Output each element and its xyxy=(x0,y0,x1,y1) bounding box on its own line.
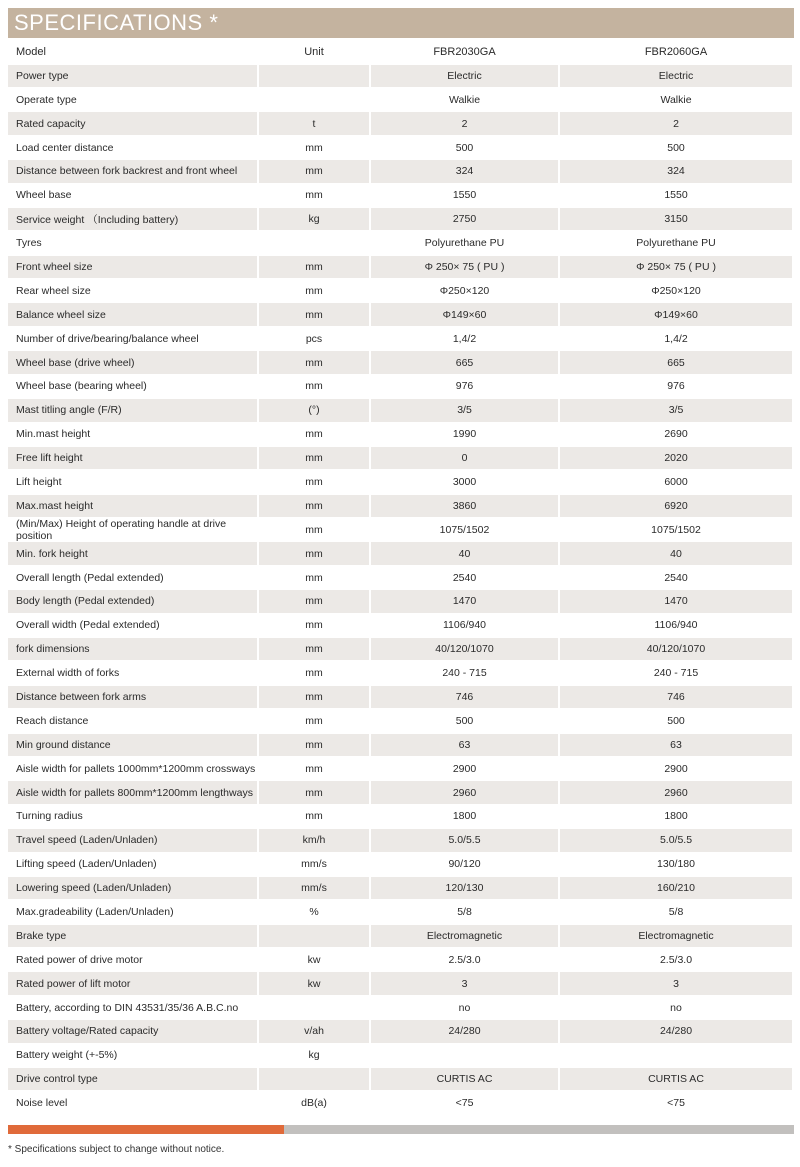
model-2-value: 324 xyxy=(560,160,792,183)
model-1-value: 1550 xyxy=(452,189,477,202)
param-cell: Min ground distance xyxy=(8,734,257,757)
param-cell: Rated power of lift motor xyxy=(8,972,257,995)
unit-cell: mm xyxy=(305,141,323,154)
unit-cell: mm xyxy=(259,590,369,613)
model-2-value: 6920 xyxy=(560,495,792,518)
table-row xyxy=(8,661,794,685)
table-row xyxy=(8,231,794,255)
table-row xyxy=(8,781,794,805)
model-2-value: 1106/940 xyxy=(654,619,698,632)
unit-cell xyxy=(259,925,369,948)
unit-cell: mm xyxy=(305,380,323,393)
model-1-value: 90/120 xyxy=(448,858,481,871)
table-row xyxy=(8,948,794,972)
unit-cell: (°) xyxy=(259,399,369,422)
table-row xyxy=(8,972,794,996)
table-row xyxy=(8,422,794,446)
unit-cell: mm xyxy=(259,781,369,804)
model-2-value: 130/180 xyxy=(657,858,695,871)
param-cell: Service weight （Including battery) xyxy=(8,208,257,231)
model-1-value: 2960 xyxy=(371,781,558,804)
param-cell: Overall length (Pedal extended) xyxy=(16,571,164,584)
table-row xyxy=(8,876,794,900)
unit-cell: mm xyxy=(305,189,323,202)
model-1-value: 500 xyxy=(455,141,474,154)
table-row xyxy=(8,1043,794,1067)
model-1-value: 3000 xyxy=(452,475,477,488)
param-cell: Lifting speed (Laden/Unladen) xyxy=(16,858,157,871)
unit-cell: kg xyxy=(259,208,369,231)
unit-cell: v/ah xyxy=(259,1020,369,1043)
unit-cell: mm xyxy=(305,619,323,632)
param-cell: Rear wheel size xyxy=(16,284,91,297)
header-model-1: FBR2030GA xyxy=(433,45,496,58)
table-row xyxy=(8,207,794,231)
model-1-value: 5.0/5.5 xyxy=(371,829,558,852)
model-2-value: Polyurethane PU xyxy=(636,237,716,250)
table-row xyxy=(8,542,794,566)
model-2-value: 24/280 xyxy=(560,1020,792,1043)
unit-cell: t xyxy=(259,112,369,135)
param-cell: Tyres xyxy=(16,237,42,250)
model-2-value: no xyxy=(670,1001,682,1014)
unit-cell: kw xyxy=(259,972,369,995)
model-2-value: Φ 250× 75 ( PU ) xyxy=(560,256,792,279)
param-cell: Reach distance xyxy=(16,714,89,727)
unit-cell: mm xyxy=(259,638,369,661)
model-2-value: Φ149×60 xyxy=(560,303,792,326)
model-1-value: 1470 xyxy=(371,590,558,613)
model-1-value: 1,4/2 xyxy=(452,332,477,345)
table-row xyxy=(8,494,794,518)
model-2-value: Walkie xyxy=(660,93,692,106)
footnote: * Specifications subject to change without notice. xyxy=(8,1144,225,1155)
unit-cell xyxy=(259,65,369,88)
param-cell: Power type xyxy=(8,65,257,88)
param-cell: Mast titling angle (F/R) xyxy=(8,399,257,422)
param-cell: Number of drive/bearing/balance wheel xyxy=(16,332,199,345)
model-2-value: 2020 xyxy=(560,447,792,470)
model-2-value: CURTIS AC xyxy=(560,1068,792,1091)
header-model-2: FBR2060GA xyxy=(644,45,708,58)
page-title: SPECIFICATIONS * xyxy=(8,8,794,38)
unit-cell: mm xyxy=(305,284,323,297)
table-row xyxy=(8,589,794,613)
param-cell: Aisle width for pallets 800mm*1200mm lengthways xyxy=(8,781,257,804)
param-cell: Battery weight (+-5%) xyxy=(16,1049,118,1062)
param-cell: Max.mast height xyxy=(8,495,257,518)
table-row xyxy=(8,351,794,375)
model-2-value: 2690 xyxy=(664,428,688,441)
table-row xyxy=(8,1067,794,1091)
model-1-value: Φ250×120 xyxy=(439,284,490,297)
table-row xyxy=(8,446,794,470)
model-1-value: 3 xyxy=(371,972,558,995)
param-cell: Rated capacity xyxy=(8,112,257,135)
model-1-value: Electromagnetic xyxy=(371,925,558,948)
model-2-value: 3150 xyxy=(560,208,792,231)
model-1-value: 5/8 xyxy=(457,906,472,918)
table-row xyxy=(8,900,794,924)
unit-cell: mm xyxy=(305,714,323,727)
model-1-value: 1075/1502 xyxy=(439,523,490,536)
model-2-value: 2960 xyxy=(560,781,792,804)
table-row xyxy=(8,64,794,88)
model-1-value: 2.5/3.0 xyxy=(448,953,481,966)
param-cell: Wheel base (bearing wheel) xyxy=(16,380,147,393)
model-1-value: 3/5 xyxy=(371,399,558,422)
table-row xyxy=(8,136,794,160)
table-row xyxy=(8,518,794,542)
unit-cell xyxy=(259,232,369,255)
param-cell: Rated power of drive motor xyxy=(16,953,143,966)
param-cell: Body length (Pedal extended) xyxy=(8,590,257,613)
model-1-value xyxy=(371,1044,558,1067)
table-row xyxy=(8,279,794,303)
param-cell: Balance wheel size xyxy=(8,303,257,326)
param-cell: Aisle width for pallets 1000mm*1200mm crossways xyxy=(16,762,256,775)
unit-cell: dB(a) xyxy=(301,1097,327,1110)
model-2-value: Φ250×120 xyxy=(651,284,701,297)
model-2-value: 2 xyxy=(560,112,792,135)
model-2-value: 240 - 715 xyxy=(653,667,699,680)
table-row xyxy=(8,88,794,112)
model-1-value: 63 xyxy=(371,734,558,757)
model-1-value: 324 xyxy=(371,160,558,183)
unit-cell xyxy=(259,88,369,111)
unit-cell: mm xyxy=(305,523,323,536)
model-1-value: Φ 250× 75 ( PU ) xyxy=(371,256,558,279)
model-1-value: 1990 xyxy=(452,428,477,441)
param-cell: Wheel base xyxy=(16,189,72,202)
table-row xyxy=(8,112,794,136)
model-1-value: 0 xyxy=(371,447,558,470)
model-1-value: Polyurethane PU xyxy=(424,237,505,250)
unit-cell: mm xyxy=(305,667,323,680)
unit-cell: mm xyxy=(259,686,369,709)
unit-cell: mm xyxy=(305,428,323,441)
table-row xyxy=(8,1020,794,1044)
table-row xyxy=(8,183,794,207)
param-cell: Lowering speed (Laden/Unladen) xyxy=(8,877,257,900)
table-row xyxy=(8,757,794,781)
model-2-value: 3/5 xyxy=(560,399,792,422)
unit-cell: kg xyxy=(308,1049,320,1062)
model-2-value: 2540 xyxy=(664,571,688,584)
model-1-value: 2750 xyxy=(371,208,558,231)
model-1-value: 24/280 xyxy=(371,1020,558,1043)
param-cell: Wheel base (drive wheel) xyxy=(8,351,257,374)
unit-cell: mm xyxy=(259,256,369,279)
unit-cell: mm/s xyxy=(301,858,327,871)
param-cell: Turning radius xyxy=(16,810,83,823)
unit-cell: mm/s xyxy=(259,877,369,900)
model-2-value: 500 xyxy=(667,141,685,154)
model-1-value: Walkie xyxy=(448,93,481,106)
param-cell: (Min/Max) Height of operating handle at drive position xyxy=(16,517,227,542)
model-2-value: 500 xyxy=(667,714,685,727)
model-2-value: 2.5/3.0 xyxy=(659,953,693,966)
model-1-value: 976 xyxy=(455,380,474,393)
table-row xyxy=(8,159,794,183)
model-2-value: Electromagnetic xyxy=(560,925,792,948)
model-2-value: 5/8 xyxy=(668,906,684,918)
param-cell: Free lift height xyxy=(8,447,257,470)
header-unit: Unit xyxy=(304,45,324,58)
table-row xyxy=(8,733,794,757)
model-1-value: 40/120/1070 xyxy=(371,638,558,661)
model-2-value: 746 xyxy=(560,686,792,709)
model-2-value: 1,4/2 xyxy=(664,332,688,345)
table-row xyxy=(8,852,794,876)
model-1-value: 1106/940 xyxy=(442,619,486,632)
unit-cell: km/h xyxy=(259,829,369,852)
table-row xyxy=(8,303,794,327)
model-2-value: 63 xyxy=(560,734,792,757)
table-row xyxy=(8,924,794,948)
param-cell: Front wheel size xyxy=(8,256,257,279)
model-2-value: 1470 xyxy=(560,590,792,613)
model-2-value: 6000 xyxy=(664,475,688,488)
unit-cell xyxy=(259,1068,369,1091)
unit-cell: pcs xyxy=(305,332,323,345)
unit-cell: mm xyxy=(305,810,323,823)
param-cell: Battery, according to DIN 43531/35/36 A.B.C.no xyxy=(16,1001,239,1014)
unit-cell xyxy=(259,996,369,1019)
param-cell: Load center distance xyxy=(16,141,114,154)
unit-cell: mm xyxy=(259,447,369,470)
model-2-value: 5.0/5.5 xyxy=(560,829,792,852)
model-2-value: 3 xyxy=(560,972,792,995)
param-cell: Operate type xyxy=(16,93,77,106)
param-cell: Max.gradeability (Laden/Unladen) xyxy=(16,906,174,918)
unit-cell: mm xyxy=(259,303,369,326)
model-1-value: Φ149×60 xyxy=(371,303,558,326)
unit-cell: mm xyxy=(305,571,323,584)
param-cell: Brake type xyxy=(8,925,257,948)
accent-bar-grey xyxy=(284,1125,794,1134)
table-row xyxy=(8,828,794,852)
accent-bar-orange xyxy=(8,1125,284,1134)
table-row xyxy=(8,685,794,709)
model-2-value: 40 xyxy=(560,542,792,565)
model-1-value: 2 xyxy=(371,112,558,135)
table-row xyxy=(8,566,794,590)
table-row xyxy=(8,1091,794,1115)
table-row xyxy=(8,327,794,351)
unit-cell: kw xyxy=(307,953,321,966)
header-param: Model xyxy=(16,45,46,58)
model-1-value: no xyxy=(458,1001,471,1014)
model-1-value: 500 xyxy=(455,714,474,727)
table-row xyxy=(8,613,794,637)
spec-table xyxy=(8,40,794,1115)
model-1-value: Electric xyxy=(371,65,558,88)
param-cell: Battery voltage/Rated capacity xyxy=(8,1020,257,1043)
param-cell: fork dimensions xyxy=(8,638,257,661)
model-1-value: 2540 xyxy=(452,571,477,584)
table-body xyxy=(8,64,794,1115)
param-cell: Distance between fork arms xyxy=(8,686,257,709)
model-1-value: 665 xyxy=(371,351,558,374)
table-row xyxy=(8,805,794,829)
unit-cell: mm xyxy=(259,160,369,183)
table-row xyxy=(8,470,794,494)
table-row xyxy=(8,637,794,661)
model-2-value: 665 xyxy=(560,351,792,374)
model-2-value xyxy=(560,1044,792,1067)
model-1-value: CURTIS AC xyxy=(371,1068,558,1091)
unit-cell: mm xyxy=(259,495,369,518)
param-cell: Overall width (Pedal extended) xyxy=(16,619,160,632)
model-2-value: 976 xyxy=(667,380,685,393)
model-2-value: 1550 xyxy=(664,189,688,202)
model-2-value: 2900 xyxy=(664,762,688,775)
param-cell: External width of forks xyxy=(16,667,120,680)
model-2-value: Electric xyxy=(560,65,792,88)
model-1-value: <75 xyxy=(455,1097,474,1110)
model-1-value: 3860 xyxy=(371,495,558,518)
unit-cell: mm xyxy=(259,542,369,565)
model-1-value: 1800 xyxy=(452,810,477,823)
table-row xyxy=(8,398,794,422)
table-row xyxy=(8,374,794,398)
unit-cell: mm xyxy=(259,734,369,757)
model-2-value: 1800 xyxy=(664,810,688,823)
model-1-value: 746 xyxy=(371,686,558,709)
unit-cell: % xyxy=(309,906,319,918)
model-2-value: <75 xyxy=(667,1097,685,1110)
model-2-value: 40/120/1070 xyxy=(560,638,792,661)
unit-cell: mm xyxy=(259,351,369,374)
model-1-value: 2900 xyxy=(452,762,477,775)
model-1-value: 120/130 xyxy=(371,877,558,900)
table-row xyxy=(8,255,794,279)
model-2-value: 1075/1502 xyxy=(651,523,701,536)
unit-cell: mm xyxy=(305,762,323,775)
param-cell: Travel speed (Laden/Unladen) xyxy=(8,829,257,852)
param-cell: Distance between fork backrest and front wheel xyxy=(8,160,257,183)
model-1-value: 40 xyxy=(371,542,558,565)
param-cell: Noise level xyxy=(16,1097,68,1110)
model-1-value: 240 - 715 xyxy=(442,667,487,680)
table-row xyxy=(8,996,794,1020)
param-cell: Drive control type xyxy=(8,1068,257,1091)
param-cell: Lift height xyxy=(16,475,62,488)
table-header-row xyxy=(8,40,794,64)
param-cell: Min.mast height xyxy=(16,428,91,441)
unit-cell: mm xyxy=(305,475,323,488)
param-cell: Min. fork height xyxy=(8,542,257,565)
table-row xyxy=(8,709,794,733)
model-2-value: 160/210 xyxy=(560,877,792,900)
